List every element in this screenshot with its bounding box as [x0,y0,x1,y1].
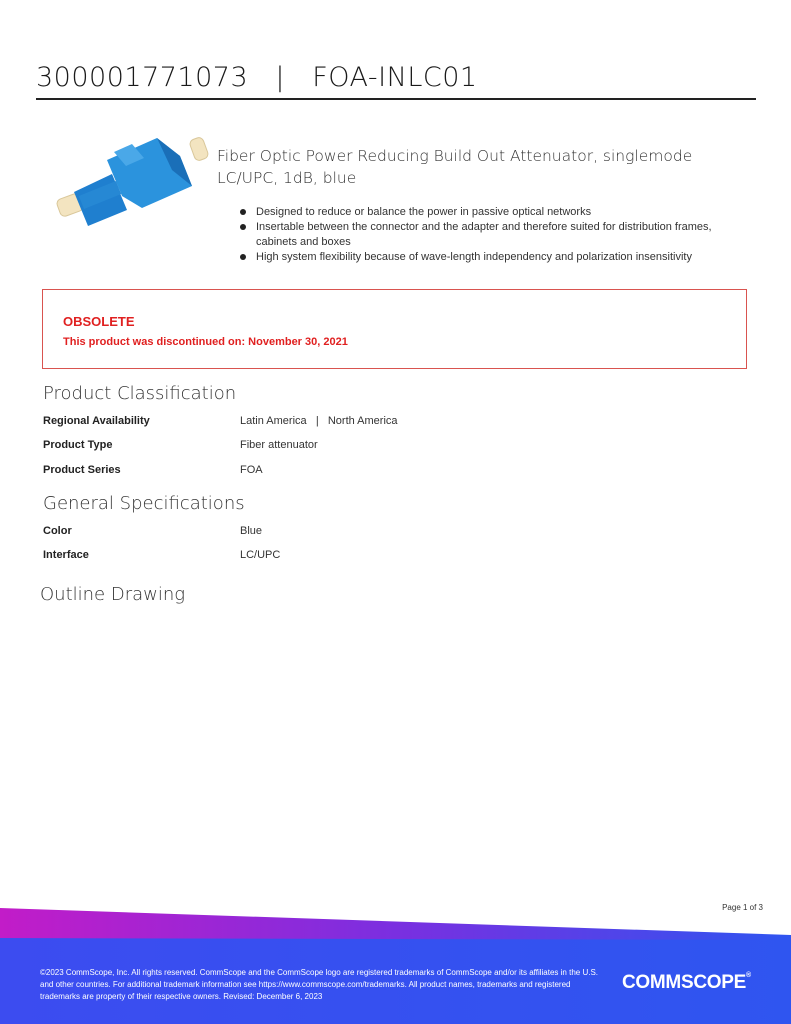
list-item [240,220,740,250]
page-title [36,62,478,93]
section-title-general-specs: General Specifications [43,493,245,514]
feature-text: Designed to reduce or balance the power in passive optical networks [256,206,592,218]
bullet-icon [240,254,246,260]
spec-row [43,464,643,480]
spec-row [43,525,643,541]
spec-label: Interface [43,549,89,561]
feature-text: High system flexibility because of wave-length independency and polarization insensitivity [256,251,692,263]
spec-value: FOA [240,464,263,476]
discontinued-message: This product was discontinued on: November 30, 2021 [63,336,348,348]
spec-value: Blue [240,525,263,537]
bullet-icon [240,224,246,230]
lc-attenuator-image [52,130,212,230]
spec-value: LC/UPC [240,549,281,561]
logo-text: COMMSCOPE [622,972,746,993]
list-item [240,205,740,220]
spec-label: Product Series [43,464,121,476]
spec-row [43,439,643,455]
title-divider [36,98,756,100]
spec-label: Color [43,525,72,537]
part-number: 300001771073 [36,62,249,93]
spec-label: Product Type [43,439,113,451]
list-item [240,250,740,265]
model-number: FOA-INLC01 [312,62,478,93]
feature-list [240,205,740,265]
registered-mark: ® [745,972,751,979]
spec-label: Regional Availability [43,415,150,427]
bullet-icon [240,209,246,215]
footer-legal-text: ©2023 CommScope, Inc. All rights reserved. CommScope and the CommScope logo are registered trademarks of CommScope and/or its affiliates in the U.S. and other countries. For additional trademark information see https://www.commscope.com/trademarks. All product names, trademarks and registered trademarks are property of their respective owners. Revised: December 6, 2023 [40,968,599,1001]
spec-row [43,415,643,431]
title-separator: | [275,62,285,93]
obsolete-notice [42,289,747,369]
spec-value: Latin America | North America [240,415,398,427]
spec-value: Fiber attenuator [240,439,318,451]
section-title-classification: Product Classification [43,383,237,404]
obsolete-title: OBSOLETE [63,314,135,329]
page-number: Page 1 of 3 [722,903,763,912]
spec-row [43,549,643,565]
section-title-outline-drawing: Outline Drawing [40,584,186,605]
footer-band [0,905,791,1024]
product-description: Fiber Optic Power Reducing Build Out Attenuator, singlemode LC/UPC, 1dB, blue [217,147,693,187]
commscope-logo [622,972,751,994]
feature-text: Insertable between the connector and the adapter and therefore suited for distribution frames, cabinets and boxes [256,221,712,248]
